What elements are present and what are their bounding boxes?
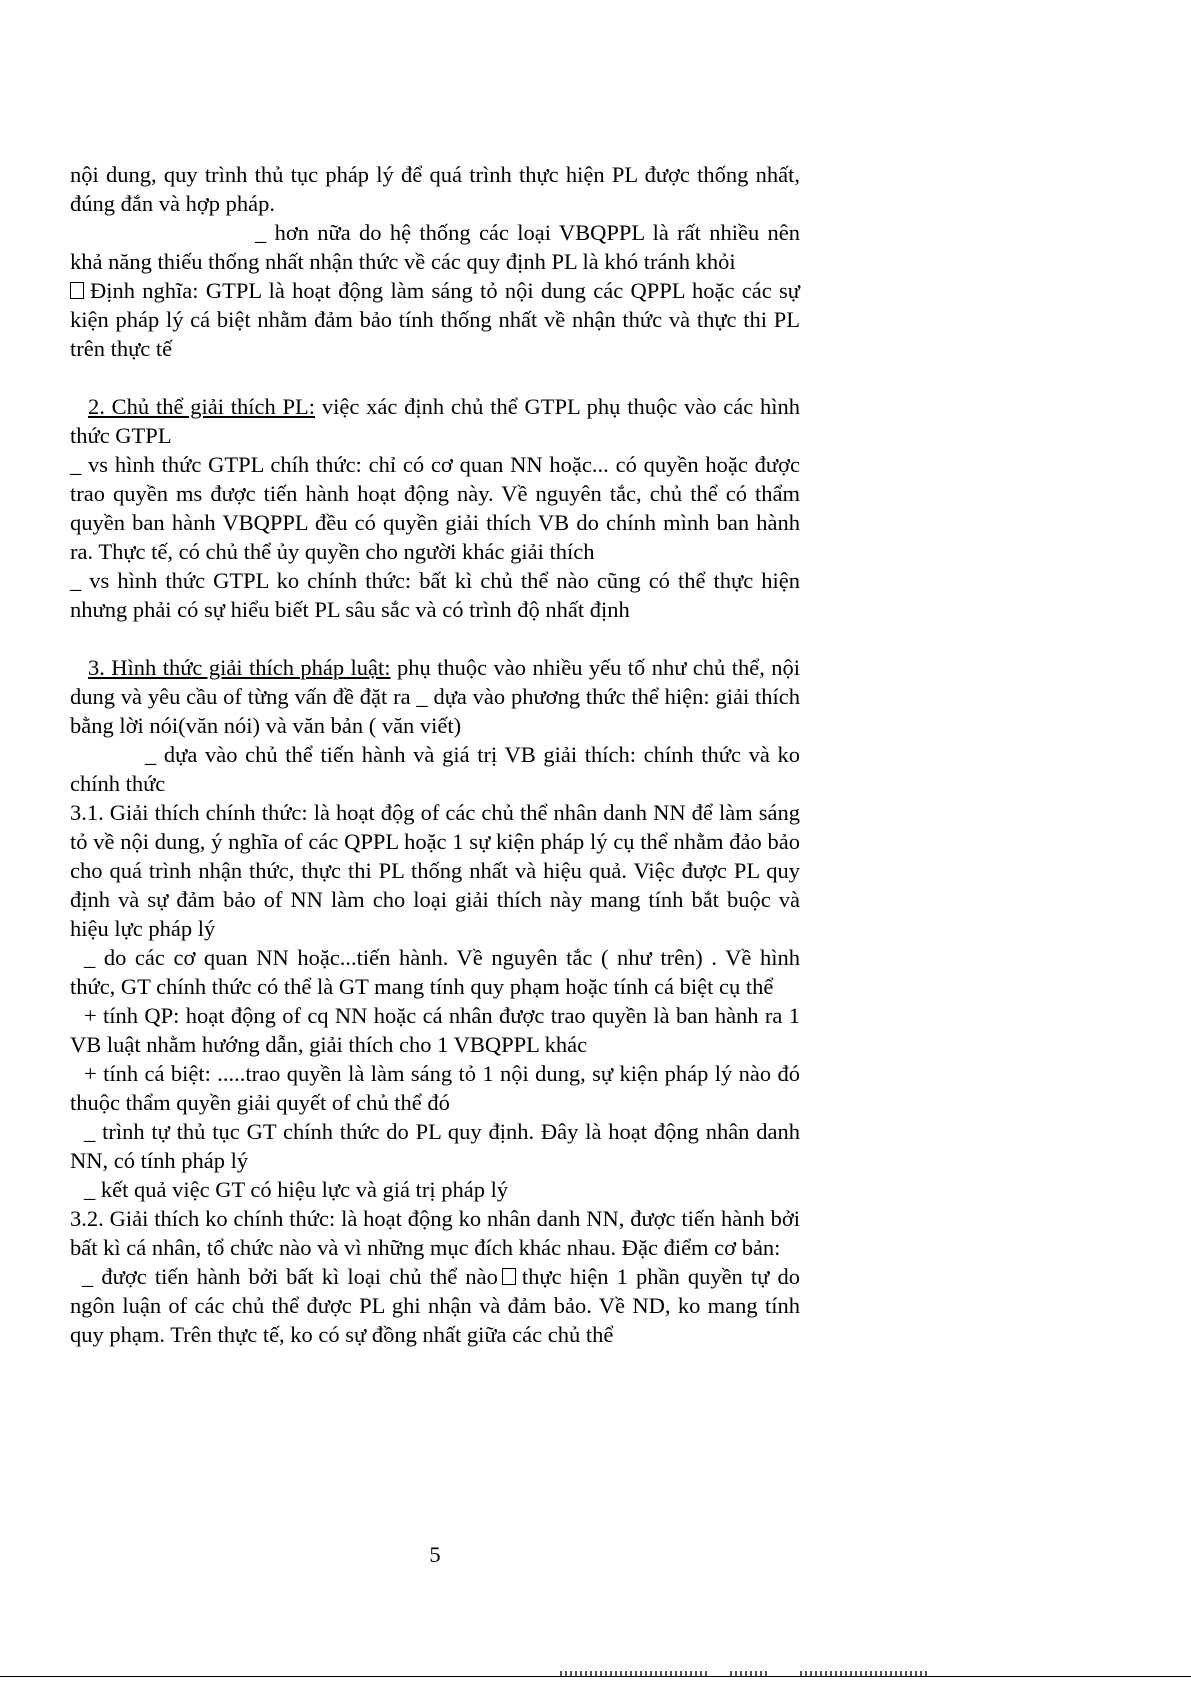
paragraph-definition [70, 276, 800, 363]
section-2-paragraph [70, 392, 800, 450]
paragraph-vbqppl-note: _ hơn nữa do hệ thống các loại VBQPPL là rất nhiều nên khả năng thiếu thống nhất nhận thức về các quy định PL là khó tránh khỏi [70, 220, 800, 274]
section-3-1-paragraph: 3.1. Giải thích chính thức: là hoạt độg of các chủ thể nhân danh NN để làm sáng tỏ về nội dung, ý nghĩa of các QPPL hoặc 1 sự kiện pháp lý cụ thể nhằm đảo bảo cho quá trình nhận thức, thực thi PL thống nhất và hiệu quả. Việc được PL quy định và sự đảm bảo of NN làm cho loại giải thích này mang tính bắt buộc và hiệu lực pháp lý [70, 800, 800, 941]
features-text-b: thực hiện 1 phần quyền tự do ngôn luận of các chủ thể được PL ghi nhận và đảm bảo. Về ND, ko mang tính quy phạm. Trên thực tế, ko có sự đồng nhất giữa các chủ thể [70, 1264, 800, 1347]
definition-text: Định nghĩa: GTPL là hoạt động làm sáng tỏ nội dung các QPPL hoặc các sự kiện pháp lý cá biệt nhằm đảm bảo tính thống nhất về nhận thức và thực thi PL trên thực tế [70, 278, 800, 361]
footer-scan-artifact [800, 1671, 930, 1676]
section-2-heading: 2. Chủ thể giải thích PL: [88, 394, 316, 419]
section-2-intro: việc xác định chủ thể GTPL phụ thuộc vào các hình thức GTPL [70, 394, 801, 448]
spacer [70, 363, 800, 392]
text-column [70, 160, 800, 1349]
section-3-paragraph [70, 653, 800, 740]
paragraph-official-bodies: _ do các cơ quan NN hoặc...tiến hành. Về nguyên tắc ( như trên) . Về hình thức, GT chính thức có thể là GT mang tính quy phạm hoặc tính cá biệt cụ thể [70, 945, 800, 999]
section-3-heading: 3. Hình thức giải thích pháp luật: [88, 655, 391, 680]
section-3-intro: phụ thuộc vào nhiều yếu tố như chủ thể, nội dung và yêu cầu of từng vấn đề đặt ra _ dựa vào phương thức thể hiện: giải thích bằng lời nói(văn nói) và văn bản ( văn viết) [70, 655, 801, 738]
paragraph-normative: + tính QP: hoạt động of cq NN hoặc cá nhân được trao quyền là ban hành ra 1 VB luật nhằm hướng dẫn, giải thích cho 1 VBQPPL khác [70, 1003, 800, 1057]
paragraph-result: _ kết quả việc GT có hiệu lực và giá trị pháp lý [84, 1177, 509, 1202]
checkbox-bullet-icon [70, 282, 84, 299]
paragraph-procedure: _ trình tự thủ tục GT chính thức do PL quy định. Đây là hoạt động nhân danh NN, có tính pháp lý [70, 1119, 800, 1173]
paragraph-unofficial-features [70, 1262, 800, 1349]
paragraph-intro-continuation: nội dung, quy trình thủ tục pháp lý để quá trình thực hiện PL được thống nhất, đúng đắn và hợp pháp. [70, 162, 800, 216]
paragraph-individual: + tính cá biệt: .....trao quyền là làm sáng tỏ 1 nội dung, sự kiện pháp lý nào đó thuộc thẩm quyền giải quyết of chủ thể đó [70, 1061, 800, 1115]
checkbox-arrow-icon [502, 1268, 516, 1285]
features-text-a: _ được tiến hành bởi bất kì loại chủ thể nào [82, 1264, 498, 1289]
paragraph-official-subject: _ vs hình thức GTPL chíh thức: chỉ có cơ quan NN hoặc... có quyền hoặc được trao quyền ms được tiến hành hoạt động này. Về nguyên tắc, chủ thể có thẩm quyền ban hành VBQPPL đều có quyền giải thích VB do chính mình ban hành ra. Thực tế, có chủ thể ủy quyền cho người khác giải thích [70, 452, 800, 564]
paragraph-unofficial-subject: _ vs hình thức GTPL ko chính thức: bất kì chủ thể nào cũng có thể thực hiện nhưng phải có sự hiểu biết PL sâu sắc và có trình độ nhất định [70, 568, 800, 622]
footer-scan-artifact [730, 1671, 770, 1676]
paragraph-classification: _ dựa vào chủ thể tiến hành và giá trị VB giải thích: chính thức và ko chính thức [70, 742, 800, 796]
section-3-2-paragraph: 3.2. Giải thích ko chính thức: là hoạt động ko nhân danh NN, được tiến hành bởi bất kì cá nhân, tổ chức nào và vì những mục đích khác nhau. Đặc điểm cơ bản: [70, 1206, 800, 1260]
page-number: 5 [429, 1542, 441, 1567]
footer-scan-artifact [560, 1671, 710, 1676]
spacer [70, 624, 800, 653]
footer-rule [0, 1676, 1191, 1677]
